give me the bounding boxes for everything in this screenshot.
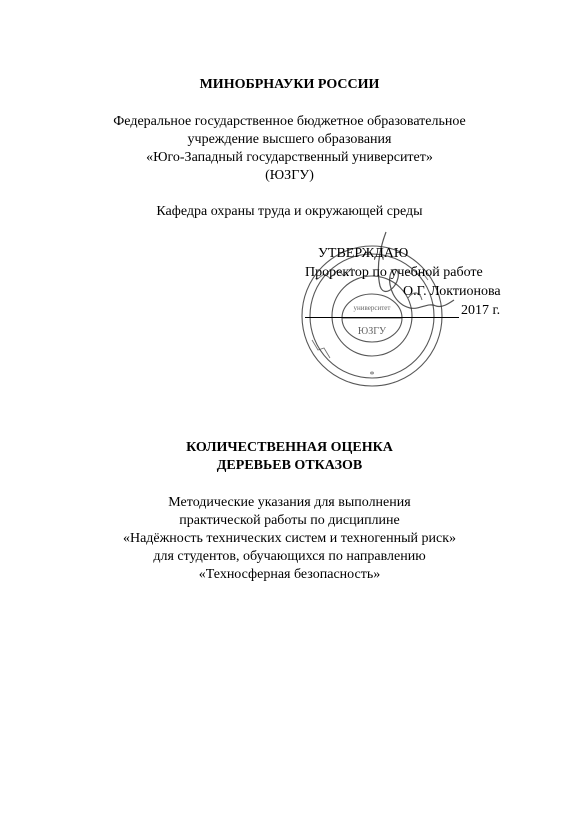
description-line-2: практической работы по дисциплине xyxy=(179,513,400,528)
institution-line-1: Федеральное государственное бюджетное образовательное xyxy=(113,114,466,129)
seal-text: ЮЗГУ xyxy=(357,326,387,337)
description-line-3: «Надёжность технических систем и техногенный риск» xyxy=(122,531,457,546)
institution-short-name: (ЮЗГУ) xyxy=(265,168,314,183)
institution-line-2: учреждение высшего образования xyxy=(187,132,392,147)
approval-title: УТВЕРЖДАЮ xyxy=(318,246,409,261)
document-title-line-1: КОЛИЧЕСТВЕННАЯ ОЦЕНКА xyxy=(186,440,393,455)
ministry-title: МИНОБРНАУКИ РОССИИ xyxy=(199,77,380,92)
department-name: Кафедра охраны труда и окружающей среды xyxy=(156,204,423,219)
description-line-4: для студентов, обучающихся по направлению xyxy=(153,549,426,564)
institution-line-3: «Юго-Западный государственный университет» xyxy=(146,150,433,165)
approval-position: Проректор по учебной работе xyxy=(305,265,483,280)
svg-text:*: * xyxy=(369,370,375,381)
description-line-1: Методические указания для выполнения xyxy=(168,495,411,510)
document-title-line-2: ДЕРЕВЬЕВ ОТКАЗОВ xyxy=(216,458,363,473)
approval-year: 2017 г. xyxy=(461,303,501,318)
description-line-5: «Техносферная безопасность» xyxy=(198,567,381,582)
signature-date-line xyxy=(305,317,459,318)
svg-text:университет: университет xyxy=(353,304,391,312)
approval-name: О.Г. Локтионова xyxy=(403,284,501,299)
